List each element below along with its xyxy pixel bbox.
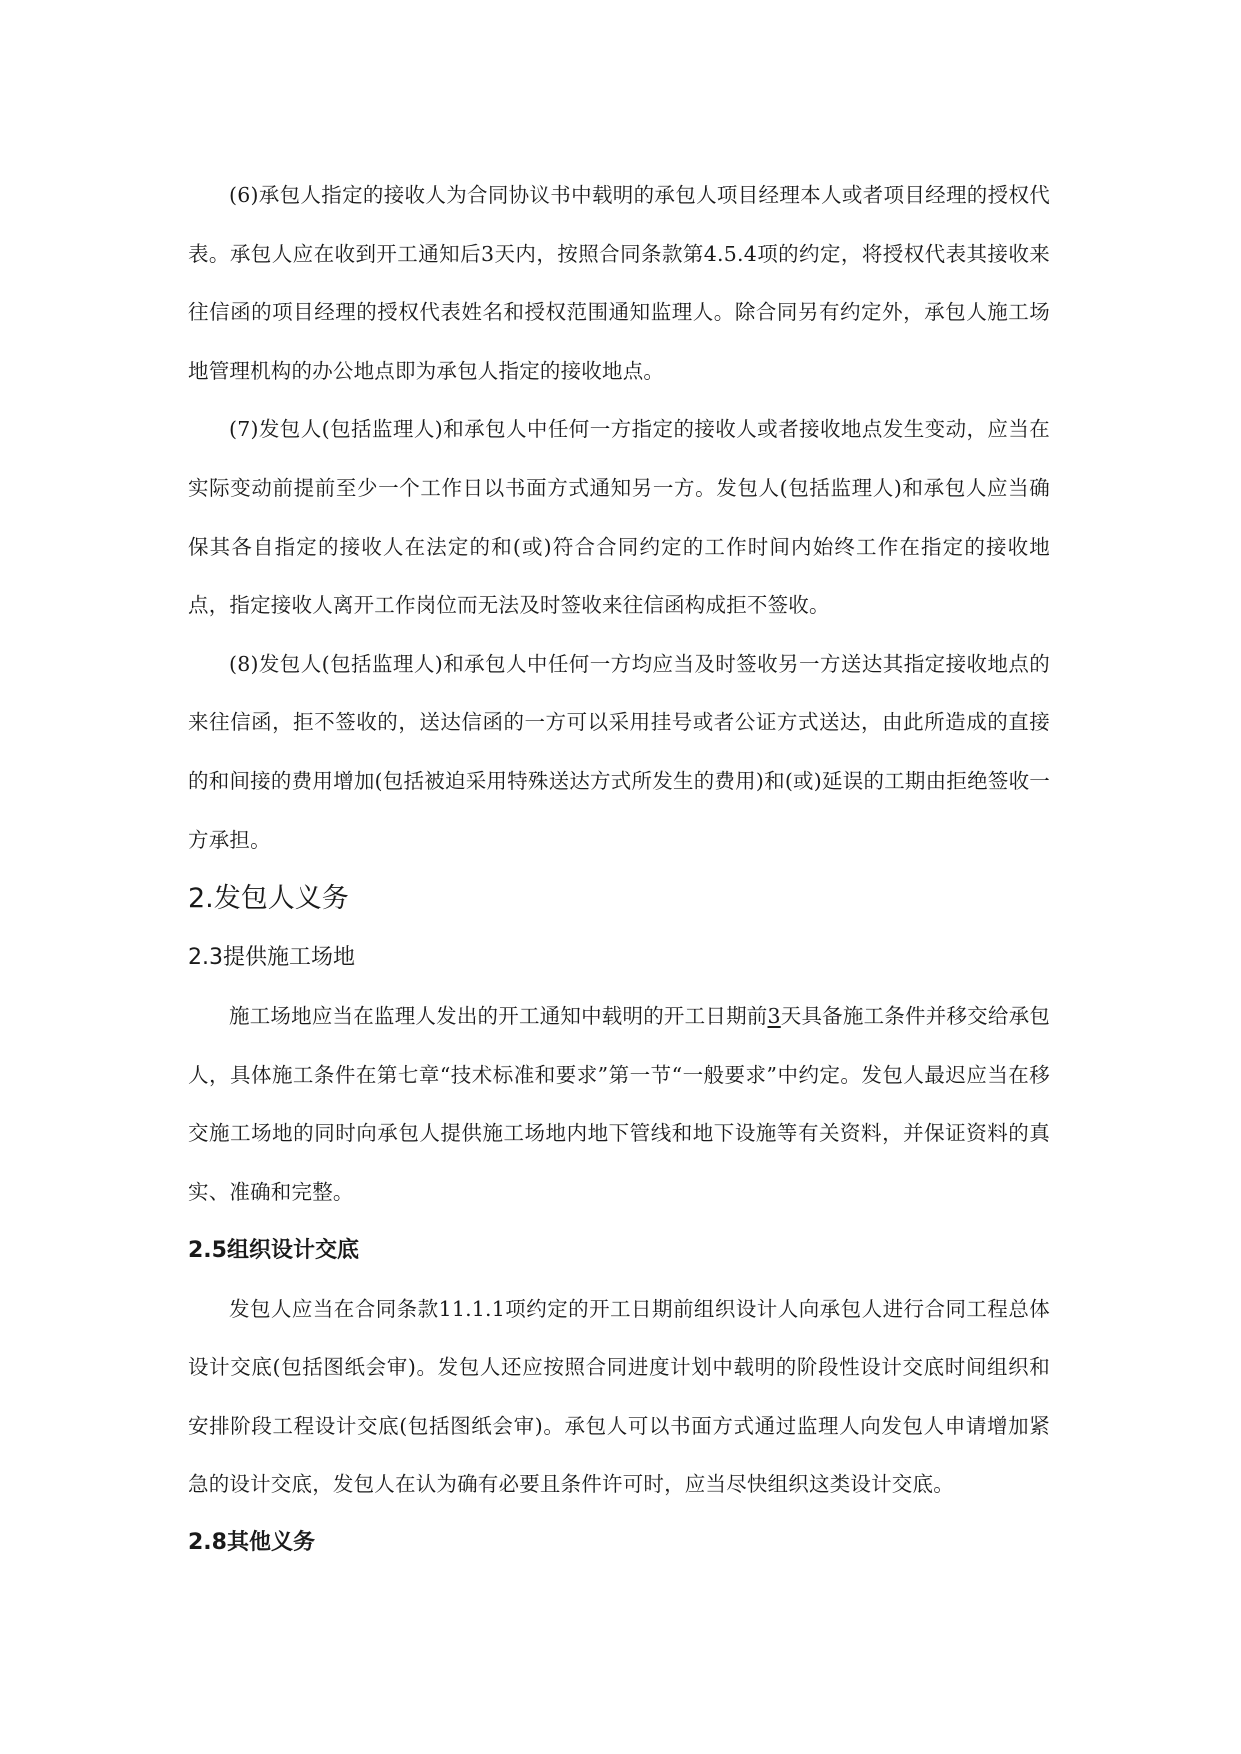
paragraph-item-8: (8)发包人(包括监理人)和承包人中任何一方均应当及时签收另一方送达其指定接收地点的来往信函，拒不签收的，送达信函的一方可以采用挂号或者公证方式送达，由此所造成的直接的和间接的费用增加(包括被迫采用特殊送达方式所发生的费用)和(或)延误的工期由拒绝签收一方承担。 [188,651,1050,852]
section-heading-2: 2.发包人义务 [188,883,349,915]
paragraph-2-3-after: 天具备施工条件并移交给承包人，具体施工条件在第七章“技术标准和要求”第一节“一般要求”中约定。发包人最迟应当在移交施工场地的同时向承包人提供施工场地内地下管线和地下设施等有关资料，并保证资料的真实、准确和完整。 [188,1004,1050,1204]
paragraph-item-7: (7)发包人(包括监理人)和承包人中任何一方指定的接收人或者接收地点发生变动，应当在实际变动前提前至少一个工作日以书面方式通知另一方。发包人(包括监理人)和承包人应当确保其各自指定的接收人在法定的和(或)符合合同约定的工作时间内始终工作在指定的接收地点，指定接收人离开工作岗位而无法及时签收来往信函构成拒不签收。 [188,417,1050,618]
subsection-heading-2-5: 2.5组织设计交底 [188,1237,359,1263]
subsection-heading-2-3: 2.3提供施工场地 [188,945,355,971]
paragraph-2-5: 发包人应当在合同条款11.1.1项约定的开工日期前组织设计人向承包人进行合同工程总体设计交底(包括图纸会审)。发包人还应按照合同进度计划中载明的阶段性设计交底时间组织和安排阶段工程设计交底(包括图纸会审)。承包人可以书面方式通过监理人向发包人申请增加紧急的设计交底，发包人在认为确有必要且条件许可时，应当尽快组织这类设计交底。 [188,1296,1050,1497]
paragraph-item-6: (6)承包人指定的接收人为合同协议书中载明的承包人项目经理本人或者项目经理的授权代表。承包人应在收到开工通知后3天内，按照合同条款第4.5.4项的约定，将授权代表其接收来往信函的项目经理的授权代表姓名和授权范围通知监理人。除合同另有约定外，承包人施工场地管理机构的办公地点即为承包人指定的接收地点。 [188,183,1050,383]
document-page [188,166,1050,1572]
subsection-heading-2-8: 2.8其他义务 [188,1529,315,1555]
paragraph-2-3-before: 施工场地应当在监理人发出的开工通知中载明的开工日期前 [229,1004,768,1029]
days-value: 3 [767,1004,781,1029]
paragraph-2-3 [188,987,1050,1221]
